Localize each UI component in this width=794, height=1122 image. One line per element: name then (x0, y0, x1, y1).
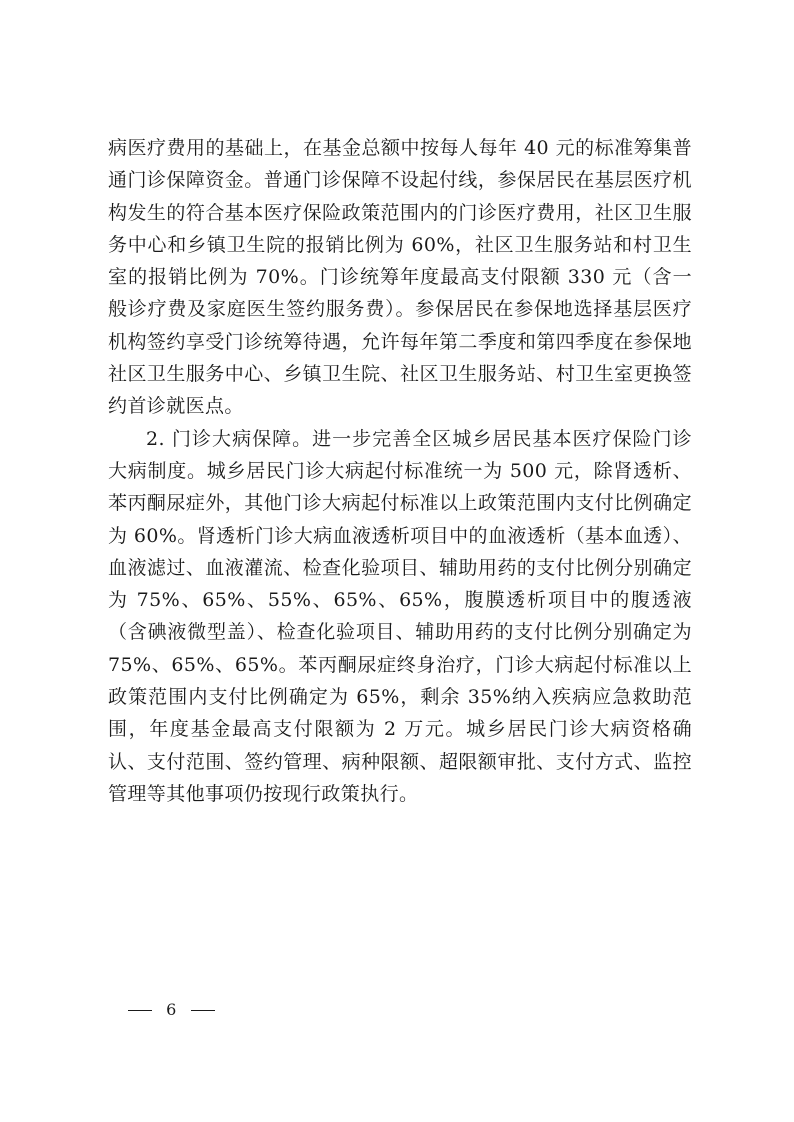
page-number: 6 (166, 1000, 178, 1019)
footer-dash-left (128, 1010, 152, 1011)
paragraph-outpatient-major-illness: 2. 门诊大病保障。进一步完善全区城乡居民基本医疗保险门诊大病制度。城乡居民门诊大病起付标准统一为 500 元，除肾透析、苯丙酮尿症外，其他门诊大病起付标准以上政策范围内支付比例确定为 60%。肾透析门诊大病血液透析项目中的血液透析（基本血透）、血液滤过、血液灌流、检查化验项目、辅助用药的支付比例分别确定为 75%、65%、55%、65%、65%，腹膜透析项目中的腹透液（含碘液微型盖）、检查化验项目、辅助用药的支付比例分别确定为 75%、65%、65%。苯丙酮尿症终身治疗，门诊大病起付标准以上政策范围内支付比例确定为 65%，剩余 35%纳入疾病应急救助范围，年度基金最高支付限额为 2 万元。城乡居民门诊大病资格确认、支付范围、签约管理、病种限额、超限额审批、支付方式、监控管理等其他事项仍按现行政策执行。 (108, 427, 692, 805)
paragraph-continued: 病医疗费用的基础上，在基金总额中按每人每年 40 元的标准筹集普通门诊保障资金。普通门诊保障不设起付线，参保居民在基层医疗机构发生的符合基本医疗保险政策范围内的门诊医疗费用，社区卫生服务中心和乡镇卫生院的报销比例为 60%，社区卫生服务站和村卫生室的报销比例为 70%。门诊统筹年度最高支付限额 330 元（含一般诊疗费及家庭医生签约服务费）。参保居民在参保地选择基层医疗机构签约享受门诊统筹待遇，允许每年第二季度和第四季度在参保地社区卫生服务中心、乡镇卫生院、社区卫生服务站、村卫生室更换签约首诊就医点。 (108, 137, 692, 418)
footer-dash-right (191, 1010, 215, 1011)
document-body (108, 132, 692, 810)
page-footer (120, 1000, 223, 1019)
